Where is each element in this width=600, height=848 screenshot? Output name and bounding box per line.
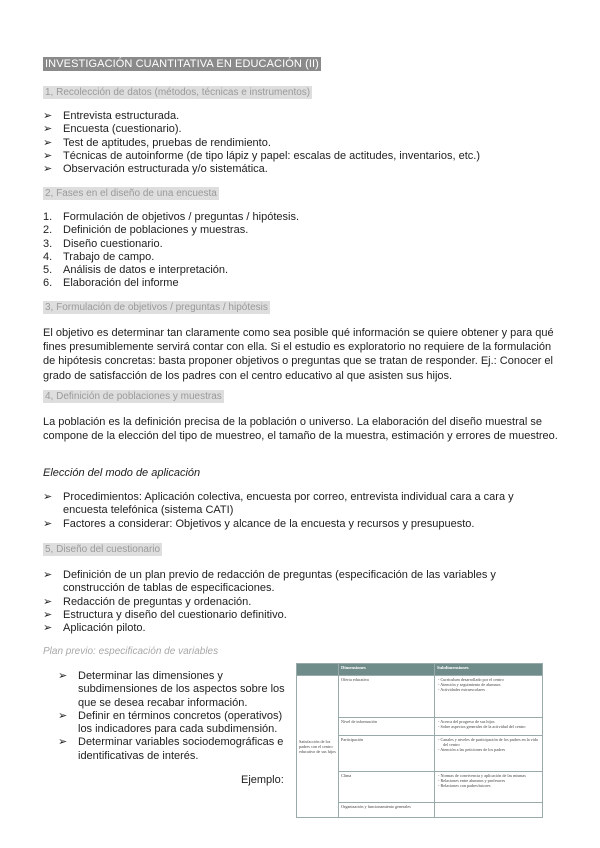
list-item: ➢ Factores a considerar: Objetivos y alcance de la encuesta y recursos y presupuesto. [43, 517, 475, 530]
list-item: ➢ Definición de un plan previo de redacción de preguntas (especificación de las variables y construcción de tablas de especificaciones. [43, 569, 496, 595]
dimension-cell: Nivel de información [339, 718, 435, 736]
section-4-heading: 4, Definición de poblaciones y muestras [45, 391, 222, 402]
section-5-list [43, 569, 513, 635]
subdimension-cell: - Acerca del progreso de sus hijos - Sobre aspectos generales de la actividad del centro [435, 718, 543, 736]
list-item: ➢ Redacción de preguntas y ordenación. [43, 595, 252, 608]
bullet-arrow-icon: ➢ [43, 163, 53, 176]
bullet-arrow-icon: ➢ [43, 136, 53, 149]
table-header-cell: Subdimensiones [435, 664, 543, 676]
section-1-heading: 1, Recolección de datos (métodos, técnicas e instrumentos) [45, 87, 311, 98]
dimension-cell: Oferta educativa [339, 676, 435, 718]
list-item: ➢ Encuesta (cuestionario). [43, 123, 182, 136]
bullet-arrow-icon: ➢ [43, 491, 53, 503]
subdimension-cell: - Normas de convivencia y aplicación de las mismas - Relaciones entre alumnos y profesores - Relaciones con padres/tutores [435, 772, 543, 803]
dimension-cell: Participación [339, 735, 435, 771]
bullet-arrow-icon: ➢ [43, 595, 53, 608]
list-item: 4. Trabajo de campo. [43, 250, 155, 263]
list-item: ➢ Estructura y diseño del cuestionario definitivo. [43, 608, 287, 621]
section-4-list [43, 491, 533, 531]
subdimension-cell [435, 803, 543, 818]
list-item: ➢ Test de aptitudes, pruebas de rendimiento. [43, 136, 271, 149]
section-1-list [43, 110, 480, 176]
section-3-paragraph: El objetivo es determinar tan claramente como sea posible qué información se quiere obtener y para qué fines presumiblemente servirá contar con ella. Si el estudio es exploratorio no requiere de la formulación de hipótesis concretas: basta proponer objetivos o preguntas que se tratan de responder. Ej.: Conocer el grado de satisfacción de los padres con el centro educativo al que asisten sus hijos. [43, 327, 554, 382]
bullet-arrow-icon: ➢ [58, 709, 68, 722]
table-header-cell [297, 664, 339, 676]
dimension-cell: Clima [339, 772, 435, 803]
bullet-arrow-icon: ➢ [43, 149, 53, 162]
list-item: ➢ Observación estructurada y/o sistemática. [43, 163, 268, 176]
bullet-arrow-icon: ➢ [43, 517, 53, 530]
table-row-label: Satisfacción de los padres con el centro educativo de sus hijos [297, 676, 339, 818]
list-item: 6. Elaboración del informe [43, 277, 179, 290]
list-item: ➢ Determinar las dimensiones y subdimensiones de los aspectos sobre los que se desea recabar información. [58, 670, 285, 709]
table-row [297, 676, 543, 718]
section-5-heading: 5, Diseño del cuestionario [45, 544, 161, 555]
list-item: 3. Diseño cuestionario. [43, 237, 163, 250]
list-item: 5. Análisis de datos e interpretación. [43, 264, 229, 277]
example-table [296, 663, 543, 818]
list-item: 2. Definición de poblaciones y muestras. [43, 224, 249, 237]
list-item: ➢ Procedimientos: Aplicación colectiva, encuesta por correo, entrevista individual cara a cara y encuesta telefónica (sistema CATI) [43, 491, 514, 517]
section-4-subheading: Elección del modo de aplicación [43, 467, 201, 479]
bullet-arrow-icon: ➢ [43, 622, 53, 635]
list-item: ➢ Definir en términos concretos (operativos) los indicadores para cada subdimensión. [58, 709, 283, 736]
example-label: Ejemplo: [241, 774, 284, 786]
section-2-heading: 2, Fases en el diseño de una encuesta [45, 188, 217, 199]
bullet-arrow-icon: ➢ [58, 670, 68, 682]
list-item: ➢ Técnicas de autoinforme (de tipo lápiz y papel: escalas de actitudes, inventarios, etc.) [43, 149, 481, 162]
list-item: ➢ Determinar variables sociodemográficas e identificativas de interés. [58, 736, 284, 762]
subdimension-cell: - Canales y niveles de participación de los padres en la vida del centro - Atención a las peticiones de los padres [435, 735, 543, 771]
list-item: 1. Formulación de objetivos / preguntas / hipótesis. [43, 211, 300, 223]
plan-previo-heading: Plan previo: especificación de variables [43, 646, 219, 657]
list-item: ➢ Entrevista estructurada. [43, 110, 180, 122]
section-4-paragraph: La población es la definición precisa de la población o universo. La elaboración del diseño muestral se compone de la elección del tipo de muestreo, el tamaño de la muestra, estimación y errores de muestreo. [43, 416, 558, 443]
document-title: INVESTIGACIÓN CUANTITATIVA EN EDUCACIÓN (II) [45, 58, 319, 70]
list-item: ➢ Aplicación piloto. [43, 622, 146, 635]
section-2-list [43, 211, 299, 291]
table-header-cell: Dimensiones [339, 664, 435, 676]
plan-previo-list [58, 670, 288, 763]
table-header-row [297, 664, 543, 676]
bullet-arrow-icon: ➢ [43, 110, 53, 122]
dimension-cell: Organización y funcionamiento generales [339, 803, 435, 818]
section-3-heading: 3, Formulación de objetivos / preguntas / hipótesis [45, 302, 268, 313]
bullet-arrow-icon: ➢ [43, 608, 53, 621]
bullet-arrow-icon: ➢ [43, 569, 53, 581]
subdimension-cell: - Currículum desarrollado por el centro - Atención y seguimiento de alumnos - Actividades extraescolares [435, 676, 543, 718]
bullet-arrow-icon: ➢ [43, 123, 53, 136]
bullet-arrow-icon: ➢ [58, 736, 68, 749]
